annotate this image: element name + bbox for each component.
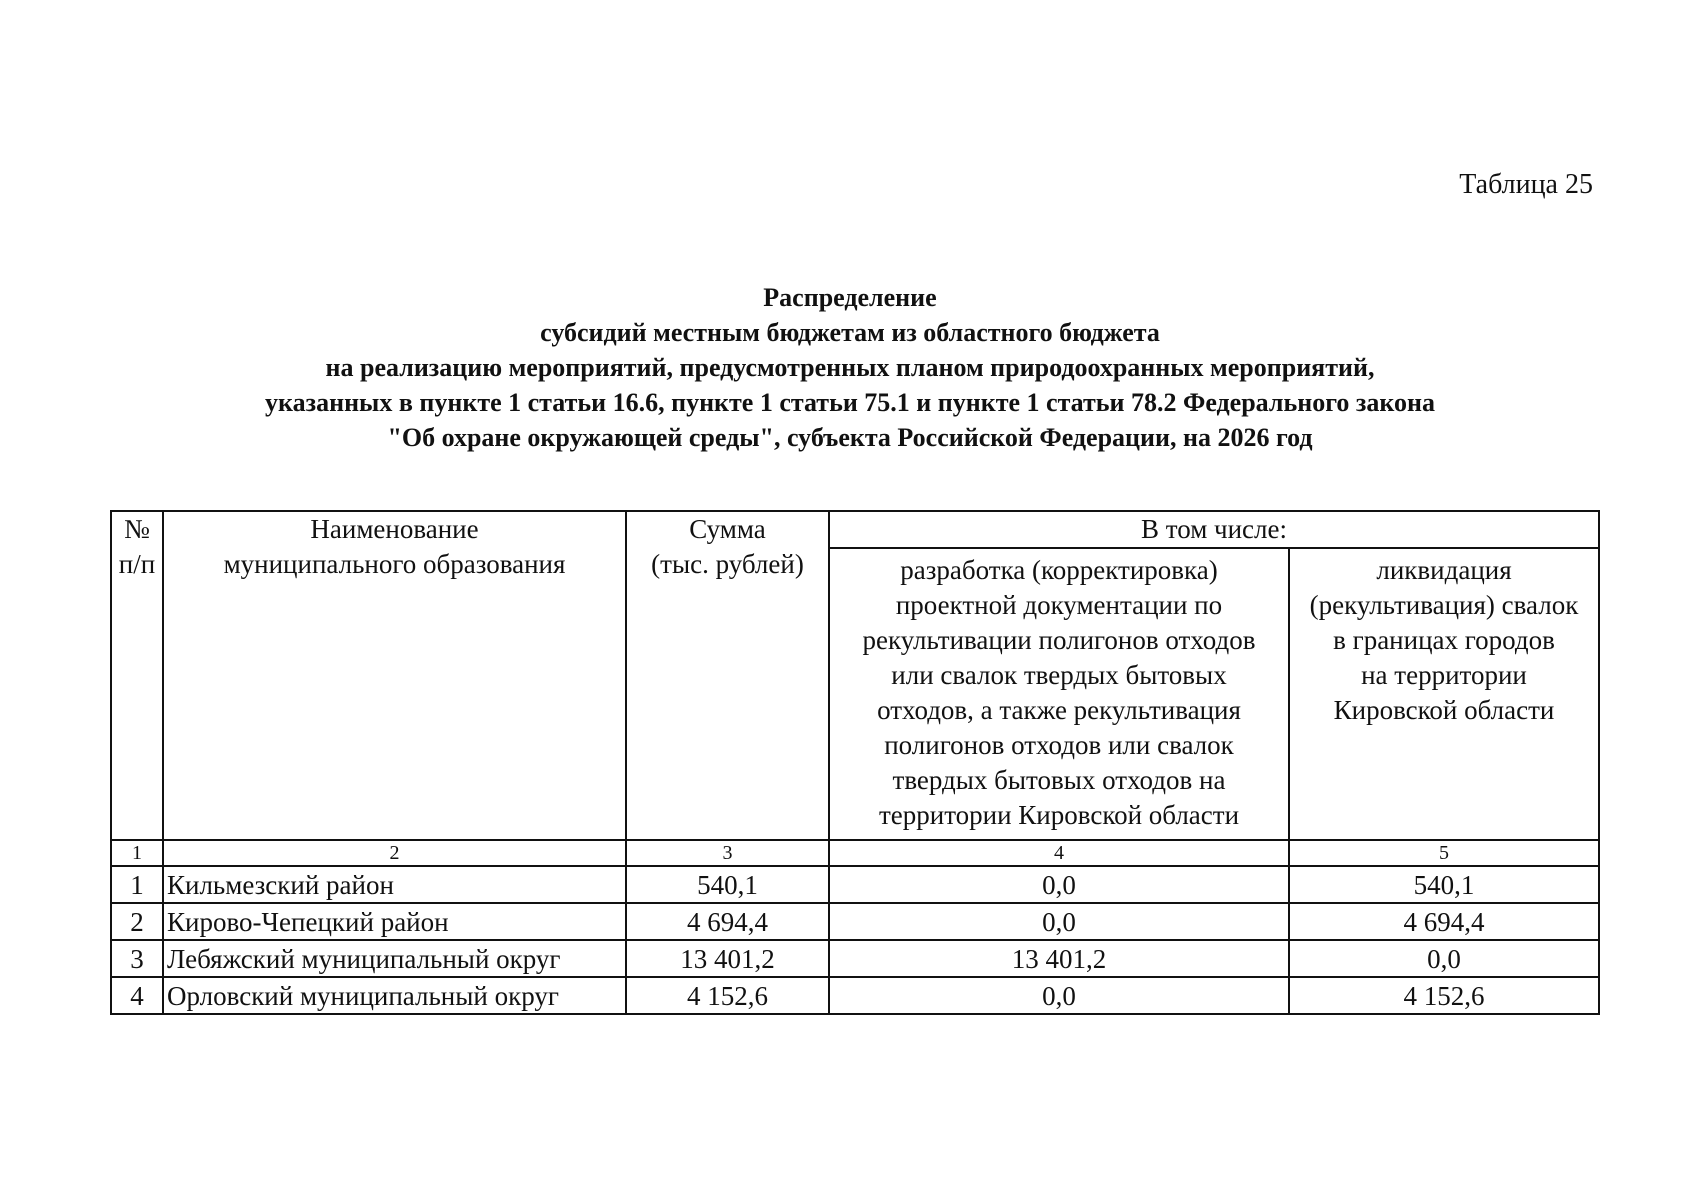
liquidation-value: 0,0	[1289, 940, 1599, 977]
subsidy-table	[110, 510, 1600, 1015]
header-col4-line: территории Кировской области	[878, 800, 1240, 830]
table-row	[111, 940, 1599, 977]
title-line: субсидий местным бюджетам из областного бюджета	[540, 318, 1160, 347]
header-cell-liquidation	[1289, 548, 1599, 840]
column-number: 2	[163, 840, 626, 866]
header-col4-line: рекультивации полигонов отходов	[862, 625, 1256, 655]
header-number-line2: п/п	[118, 549, 156, 579]
design-recultivation-value: 13 401,2	[829, 940, 1289, 977]
liquidation-value: 540,1	[1289, 866, 1599, 903]
header-cell-sum	[626, 511, 829, 840]
header-number-line1: №	[124, 514, 150, 544]
column-number: 3	[626, 840, 829, 866]
column-number: 1	[111, 840, 163, 866]
header-cell-number	[111, 511, 163, 840]
header-col5-line: ликвидация	[1376, 555, 1512, 585]
header-col4-line: или свалок твердых бытовых	[891, 660, 1227, 690]
header-name-line1: Наименование	[310, 514, 479, 544]
header-cell-design-recultivation	[829, 548, 1289, 840]
header-col5-line: в границах городов	[1333, 625, 1555, 655]
header-cell-including: В том числе:	[829, 511, 1599, 548]
row-number: 2	[111, 903, 163, 940]
sum-value: 4 694,4	[626, 903, 829, 940]
title-line: Распределение	[763, 283, 937, 312]
row-number: 1	[111, 866, 163, 903]
title-line: указанных в пункте 1 статьи 16.6, пункте 1 статьи 75.1 и пункте 1 статьи 78.2 Федерального закона	[265, 388, 1435, 417]
header-col4-line: отходов, а также рекультивация	[877, 695, 1241, 725]
header-sum-line1: Сумма	[689, 514, 766, 544]
design-recultivation-value: 0,0	[829, 977, 1289, 1014]
sum-value: 13 401,2	[626, 940, 829, 977]
title-line: "Об охране окружающей среды", субъекта Российской Федерации, на 2026 год	[387, 423, 1313, 452]
liquidation-value: 4 694,4	[1289, 903, 1599, 940]
municipality-name: Лебяжский муниципальный округ	[163, 940, 626, 977]
header-row	[111, 511, 1599, 548]
municipality-name: Орловский муниципальный округ	[163, 977, 626, 1014]
municipality-name: Кирово-Чепецкий район	[163, 903, 626, 940]
table-number: Таблица 25	[1459, 169, 1593, 200]
header-col4-line: разработка (корректировка)	[900, 555, 1218, 585]
liquidation-value: 4 152,6	[1289, 977, 1599, 1014]
column-number-row	[111, 840, 1599, 866]
table-row	[111, 903, 1599, 940]
header-col5-line: на территории	[1361, 660, 1527, 690]
row-number: 4	[111, 977, 163, 1014]
design-recultivation-value: 0,0	[829, 866, 1289, 903]
header-col4-line: проектной документации по	[895, 590, 1223, 620]
header-col5-line: Кировской области	[1333, 695, 1555, 725]
table-row	[111, 866, 1599, 903]
sum-value: 4 152,6	[626, 977, 829, 1014]
municipality-name: Кильмезский район	[163, 866, 626, 903]
row-number: 3	[111, 940, 163, 977]
sum-value: 540,1	[626, 866, 829, 903]
table-row	[111, 977, 1599, 1014]
header-col4-line: твердых бытовых отходов на	[892, 765, 1226, 795]
header-name-line2: муниципального образования	[223, 549, 566, 579]
title-line: на реализацию мероприятий, предусмотренных планом природоохранных мероприятий,	[325, 353, 1375, 382]
document-title	[100, 280, 1600, 455]
design-recultivation-value: 0,0	[829, 903, 1289, 940]
header-col4-line: полигонов отходов или свалок	[884, 730, 1234, 760]
header-sum-line2: (тыс. рублей)	[651, 549, 804, 579]
column-number: 5	[1289, 840, 1599, 866]
header-cell-name	[163, 511, 626, 840]
column-number: 4	[829, 840, 1289, 866]
header-col5-line: (рекультивация) свалок	[1309, 590, 1579, 620]
